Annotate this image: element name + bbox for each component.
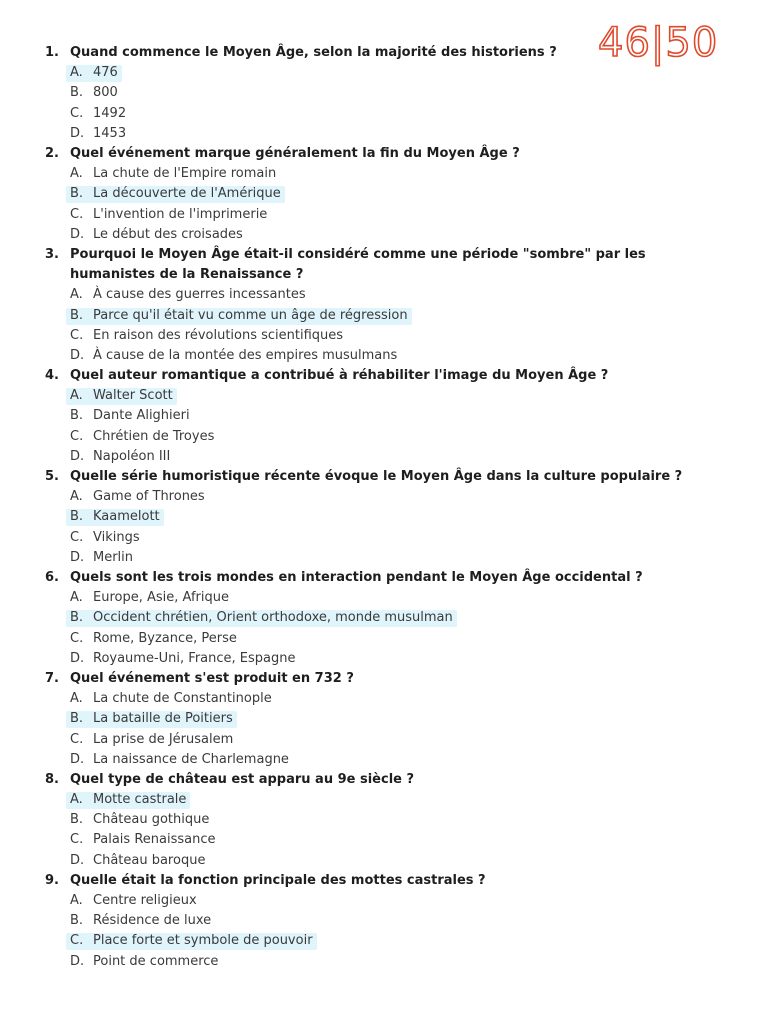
option-letter: D. [70, 650, 85, 666]
option-letter: C. [70, 731, 84, 747]
option-text: La chute de Constantinople [93, 691, 272, 707]
option-text: Game of Thrones [93, 489, 205, 505]
question-text: Quelle était la fonction principale des mottes castrales ? [70, 872, 486, 888]
option-letter: C. [70, 105, 84, 121]
option-text: 800 [93, 85, 118, 101]
answer-option [0, 548, 768, 568]
option-letter: A. [70, 792, 83, 808]
option-letter: B. [70, 307, 84, 323]
option-text: La naissance de Charlemagne [93, 751, 289, 767]
answer-option [0, 730, 768, 750]
answer-option-highlighted [0, 507, 768, 527]
option-letter: D. [70, 852, 85, 868]
option-text: Europe, Asie, Afrique [93, 590, 229, 606]
answer-option [0, 952, 768, 972]
answer-option [0, 891, 768, 911]
question-5 [0, 467, 768, 487]
answer-option-highlighted [0, 790, 768, 810]
option-letter: D. [70, 347, 85, 363]
option-letter: A. [70, 489, 83, 505]
option-text: Napoléon III [93, 448, 171, 464]
option-letter: B. [70, 85, 84, 101]
option-text: Palais Renaissance [93, 832, 216, 848]
option-letter: D. [70, 226, 85, 242]
option-letter: C. [70, 529, 84, 545]
option-letter: A. [70, 691, 83, 707]
option-text: Rome, Byzance, Perse [93, 630, 237, 646]
question-2 [0, 144, 768, 164]
option-letter: D. [70, 448, 85, 464]
answer-option [0, 205, 768, 225]
answer-option [0, 447, 768, 467]
answer-option-highlighted [0, 931, 768, 951]
answer-option [0, 911, 768, 931]
question-number: 7. [45, 670, 59, 686]
option-text: Château baroque [93, 852, 206, 868]
answer-option [0, 851, 768, 871]
option-letter: A. [70, 388, 83, 404]
option-letter: A. [70, 287, 83, 303]
option-letter: B. [70, 610, 84, 626]
option-letter: B. [70, 913, 84, 929]
answer-option [0, 810, 768, 830]
answer-option [0, 427, 768, 447]
question-1 [0, 43, 768, 63]
option-text: Chrétien de Troyes [93, 428, 215, 444]
option-text: Occident chrétien, Orient orthodoxe, monde musulman [93, 610, 453, 626]
answer-option-highlighted [0, 306, 768, 326]
option-letter: B. [70, 509, 84, 525]
option-text: La prise de Jérusalem [93, 731, 234, 747]
option-text: Château gothique [93, 812, 210, 828]
option-text: À cause des guerres incessantes [93, 287, 306, 303]
question-number: 3. [45, 246, 59, 262]
option-letter: A. [70, 166, 83, 182]
question-number: 2. [45, 145, 59, 161]
question-text: Quel type de château est apparu au 9e siècle ? [70, 771, 415, 787]
option-letter: C. [70, 933, 84, 949]
question-4 [0, 366, 768, 386]
answer-option [0, 164, 768, 184]
option-text: Point de commerce [93, 953, 219, 969]
question-6 [0, 568, 768, 588]
question-text: Quel événement marque généralement la fin du Moyen Âge ? [70, 145, 520, 161]
option-letter: C. [70, 206, 84, 222]
option-letter: C. [70, 428, 84, 444]
question-text: Quand commence le Moyen Âge, selon la majorité des historiens ? [70, 45, 557, 60]
answer-option [0, 528, 768, 548]
question-number: 4. [45, 368, 59, 384]
option-text: Place forte et symbole de pouvoir [93, 933, 313, 949]
option-letter: C. [70, 630, 84, 646]
answer-option-highlighted [0, 63, 768, 83]
answer-option [0, 487, 768, 507]
option-text: 1492 [93, 105, 127, 121]
option-letter: A. [70, 893, 83, 909]
question-text: Quel événement s'est produit en 732 ? [70, 670, 354, 686]
score-text: 46|50 [598, 20, 719, 66]
option-letter: D. [70, 549, 85, 565]
option-text: Motte castrale [93, 792, 187, 808]
answer-option [0, 649, 768, 669]
option-letter: D. [70, 125, 85, 141]
answer-option [0, 750, 768, 770]
option-text: La découverte de l'Amérique [93, 186, 281, 202]
question-number: 1. [45, 45, 59, 60]
option-text: Royaume-Uni, France, Espagne [93, 650, 296, 666]
option-letter: B. [70, 186, 84, 202]
option-text: Dante Alighieri [93, 408, 190, 424]
answer-option [0, 588, 768, 608]
question-number: 8. [45, 771, 59, 787]
option-letter: C. [70, 832, 84, 848]
question-3 [0, 245, 768, 285]
option-letter: D. [70, 751, 85, 767]
question-number: 6. [45, 569, 59, 585]
question-7 [0, 669, 768, 689]
option-letter: D. [70, 953, 85, 969]
answer-option-highlighted [0, 709, 768, 729]
answer-option [0, 104, 768, 124]
option-text: Parce qu'il était vu comme un âge de régression [93, 307, 408, 323]
answer-option [0, 83, 768, 103]
question-9 [0, 871, 768, 891]
option-letter: C. [70, 327, 84, 343]
answer-option [0, 689, 768, 709]
option-text: Walter Scott [93, 388, 173, 404]
answer-option [0, 225, 768, 245]
option-text: Vikings [93, 529, 140, 545]
answer-option [0, 326, 768, 346]
option-letter: A. [70, 65, 83, 81]
question-number: 9. [45, 872, 59, 888]
option-letter: B. [70, 408, 84, 424]
option-letter: B. [70, 711, 84, 727]
answer-option [0, 346, 768, 366]
option-text: La bataille de Poitiers [93, 711, 233, 727]
question-text: Quel auteur romantique a contribué à réhabiliter l'image du Moyen Âge ? [70, 368, 609, 384]
option-text: Kaamelott [93, 509, 160, 525]
option-letter: B. [70, 812, 84, 828]
question-text: Quelle série humoristique récente évoque le Moyen Âge dans la culture populaire ? [70, 469, 683, 485]
quiz-list [0, 43, 768, 972]
option-text: 476 [93, 65, 118, 81]
option-text: 1453 [93, 125, 127, 141]
question-8 [0, 770, 768, 790]
answer-option-highlighted [0, 608, 768, 628]
option-text: Résidence de luxe [93, 913, 212, 929]
option-text: Merlin [93, 549, 134, 565]
question-text: Pourquoi le Moyen Âge était-il considéré comme une période "sombre" par les humanistes de la Renaissance ? [70, 246, 646, 283]
answer-option [0, 406, 768, 426]
question-number: 5. [45, 469, 59, 485]
option-text: Le début des croisades [93, 226, 243, 242]
option-letter: A. [70, 590, 83, 606]
answer-option-highlighted [0, 386, 768, 406]
answer-option-highlighted [0, 184, 768, 204]
answer-option [0, 124, 768, 144]
answer-option [0, 629, 768, 649]
option-text: L'invention de l'imprimerie [93, 206, 268, 222]
option-text: À cause de la montée des empires musulmans [93, 347, 398, 363]
option-text: La chute de l'Empire romain [93, 166, 277, 182]
option-text: Centre religieux [93, 893, 197, 909]
answer-option [0, 830, 768, 850]
option-text: En raison des révolutions scientifiques [93, 327, 344, 343]
answer-option [0, 285, 768, 305]
question-text: Quels sont les trois mondes en interaction pendant le Moyen Âge occidental ? [70, 569, 643, 585]
